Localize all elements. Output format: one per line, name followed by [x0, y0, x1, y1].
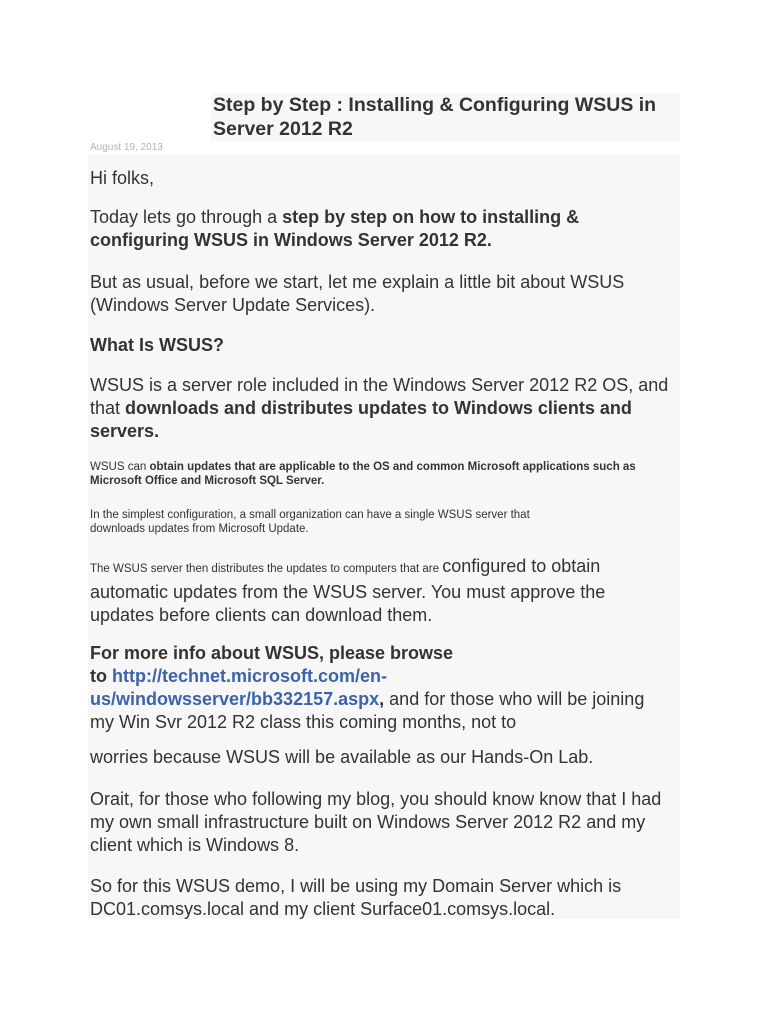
intro-text: Today lets go through a: [90, 207, 283, 227]
explain-paragraph: But as usual, before we start, let me explain a little bit about WSUS (Windows Server Update Services).: [90, 272, 625, 315]
distribute-small-text: The WSUS server then distributes the updates to computers that are: [90, 563, 443, 575]
what-is-wsus-heading: What Is WSUS?: [90, 335, 224, 355]
more-info-to: to: [90, 666, 112, 686]
post-title: Step by Step : Installing & Configuring WSUS in Server 2012 R2: [213, 94, 657, 140]
simplest-line-2: downloads updates from Microsoft Update.: [90, 523, 309, 535]
greeting-paragraph: Hi folks,: [90, 168, 155, 188]
distribute-large-text: configured to obtain automatic updates from the WSUS server. You must approve the updates before clients can download them.: [90, 556, 606, 625]
demo-paragraph: So for this WSUS demo, I will be using my Domain Server which is DC01.comsys.local and my client Surface01.comsys.local.: [90, 876, 622, 919]
distribute-paragraph: [90, 555, 670, 627]
more-info-rest: and for those who will be joining my Win Svr 2012 R2 class this coming months, not to: [90, 689, 645, 732]
more-info-paragraph: [90, 642, 650, 734]
role-text: WSUS is a server role included in the Windows Server 2012 R2 OS, and that: [90, 375, 669, 418]
obtain-text: WSUS can: [90, 461, 150, 473]
intro-bold-text: step by step on how to installing & configuring WSUS in Windows Server 2012 R2.: [90, 207, 580, 250]
obtain-bold-text: obtain updates that are applicable to the OS and common Microsoft applications such as Microsoft Office and Microsoft SQL Server.: [90, 461, 636, 487]
orait-paragraph: Orait, for those who following my blog, you should know know that I had my own small infrastructure built on Windows Server 2012 R2 and my client which is Windows 8.: [90, 789, 662, 855]
more-info-comma: ,: [379, 689, 385, 709]
role-paragraph: [90, 374, 690, 443]
post-date: August 19, 2013: [90, 142, 163, 153]
simplest-line-1: In the simplest configuration, a small organization can have a single WSUS server that: [90, 509, 530, 521]
obtain-paragraph: [90, 460, 682, 488]
simplest-paragraph: [90, 508, 680, 536]
intro-paragraph: [90, 206, 650, 252]
more-info-heading: For more info about WSUS, please browse: [90, 643, 454, 663]
technet-link[interactable]: http://technet.microsoft.com/en-us/windowsserver/bb332157.aspx: [90, 666, 388, 709]
worries-paragraph: worries because WSUS will be available as our Hands-On Lab.: [90, 747, 594, 767]
role-bold-text: downloads and distributes updates to Windows clients and servers.: [90, 398, 632, 441]
